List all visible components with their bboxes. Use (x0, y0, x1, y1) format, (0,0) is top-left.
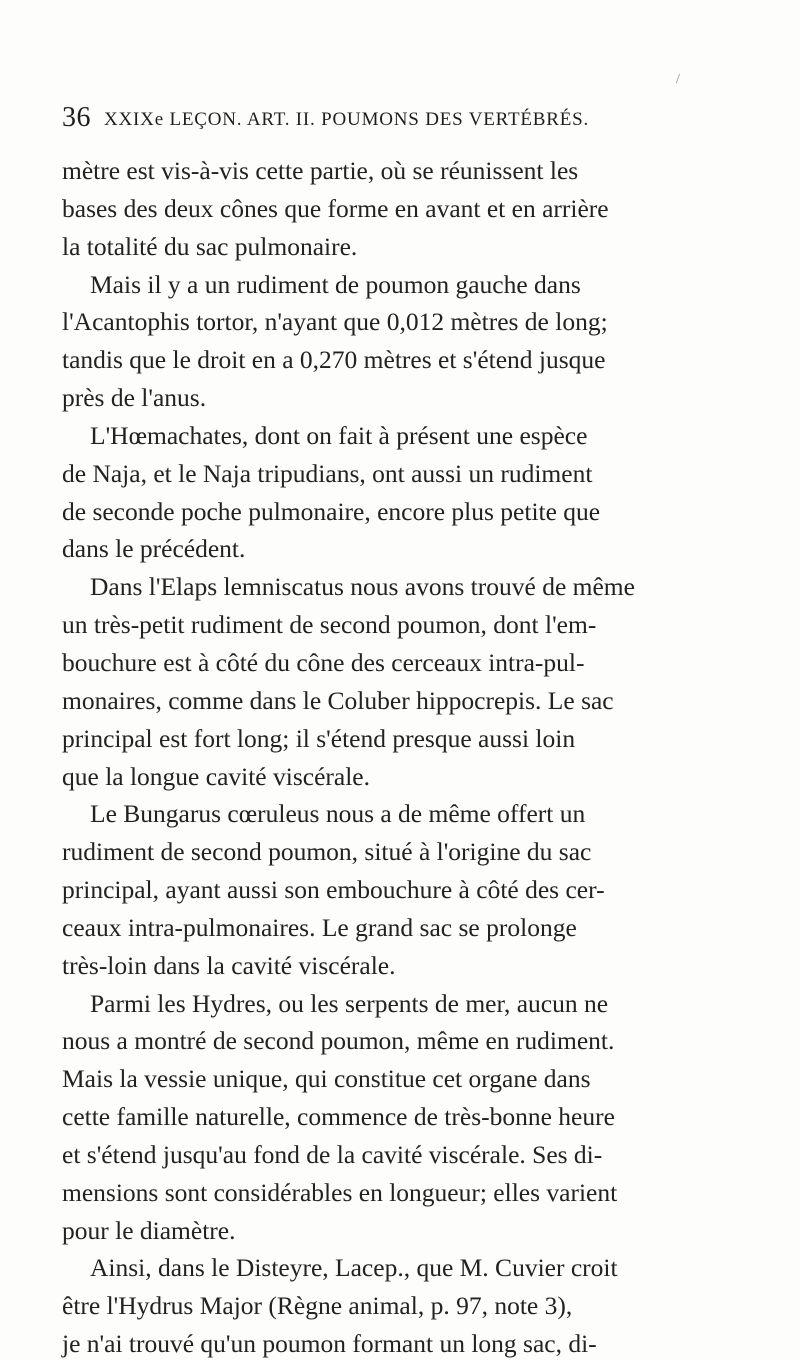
text-line: Le Bungarus cœruleus nous a de même offert un (90, 799, 586, 829)
text-line: de seconde poche pulmonaire, encore plus petite que (62, 496, 601, 526)
text-line: très-loin dans la cavité viscérale. (62, 950, 396, 980)
text-line: Mais il y a un rudiment de poumon gauche dans (90, 269, 581, 299)
text-line: je n'ai trouvé qu'un poumon formant un long sac, di- (62, 1329, 597, 1359)
text-line: nous a montré de second poumon, même en rudiment. (62, 1026, 615, 1056)
text-line: Dans l'Elaps lemniscatus nous avons trouvé de même (90, 572, 635, 602)
text-line: rudiment de second poumon, situé à l'origine du sac (62, 837, 592, 867)
text-line: un très-petit rudiment de second poumon, dont l'em- (62, 610, 597, 640)
text-line: tandis que le droit en a 0,270 mètres et s'étend jusque (62, 345, 606, 375)
text-line: Parmi les Hydres, ou les serpents de mer, aucun ne (90, 988, 609, 1018)
text-line: monaires, comme dans le Coluber hippocrepis. Le sac (62, 685, 614, 715)
text-line: de Naja, et le Naja tripudians, ont aussi un rudiment (62, 458, 593, 488)
text-line: bases des deux cônes que forme en avant et en arrière (62, 193, 609, 223)
text-line: bouchure est à côté du cône des cerceaux intra-pul- (62, 647, 585, 677)
running-head-title: XXIXe LEÇON. ART. II. POUMONS DES VERTÉBRÉS. (104, 109, 590, 130)
body-text (62, 152, 726, 1363)
text-line: principal est fort long; il s'étend presque aussi loin (62, 723, 576, 753)
text-line: Mais la vessie unique, qui constitue cet organe dans (62, 1064, 591, 1094)
text-line: l'Acantophis tortor, n'ayant que 0,012 mètres de long; (62, 307, 608, 337)
page-number: 36 (62, 102, 91, 133)
text-line: et s'étend jusqu'au fond de la cavité viscérale. Ses di- (62, 1139, 603, 1169)
text-line: principal, ayant aussi son embouchure à côté des cer- (62, 875, 605, 905)
text-line: mensions sont considérables en longueur; elles varient (62, 1177, 618, 1207)
text-line: être l'Hydrus Major (Règne animal, p. 97, note 3), (62, 1291, 573, 1321)
corner-mark: / (676, 72, 680, 87)
running-head (62, 98, 722, 142)
text-line: ceaux intra-pulmonaires. Le grand sac se prolonge (62, 912, 577, 942)
text-line: L'Hœmachates, dont on fait à présent une espèce (90, 420, 588, 450)
text-line: cette famille naturelle, commence de très-bonne heure (62, 1102, 615, 1132)
text-line: Ainsi, dans le Disteyre, Lacep., que M. Cuvier croit (90, 1253, 618, 1283)
text-line: que la longue cavité viscérale. (62, 761, 370, 791)
text-line: près de l'anus. (62, 383, 207, 413)
text-line: mètre est vis-à-vis cette partie, où se réunissent les (62, 156, 579, 185)
text-line: pour le diamètre. (62, 1215, 236, 1245)
text-line: dans le précédent. (62, 534, 246, 564)
text-line: la totalité du sac pulmonaire. (62, 231, 358, 261)
